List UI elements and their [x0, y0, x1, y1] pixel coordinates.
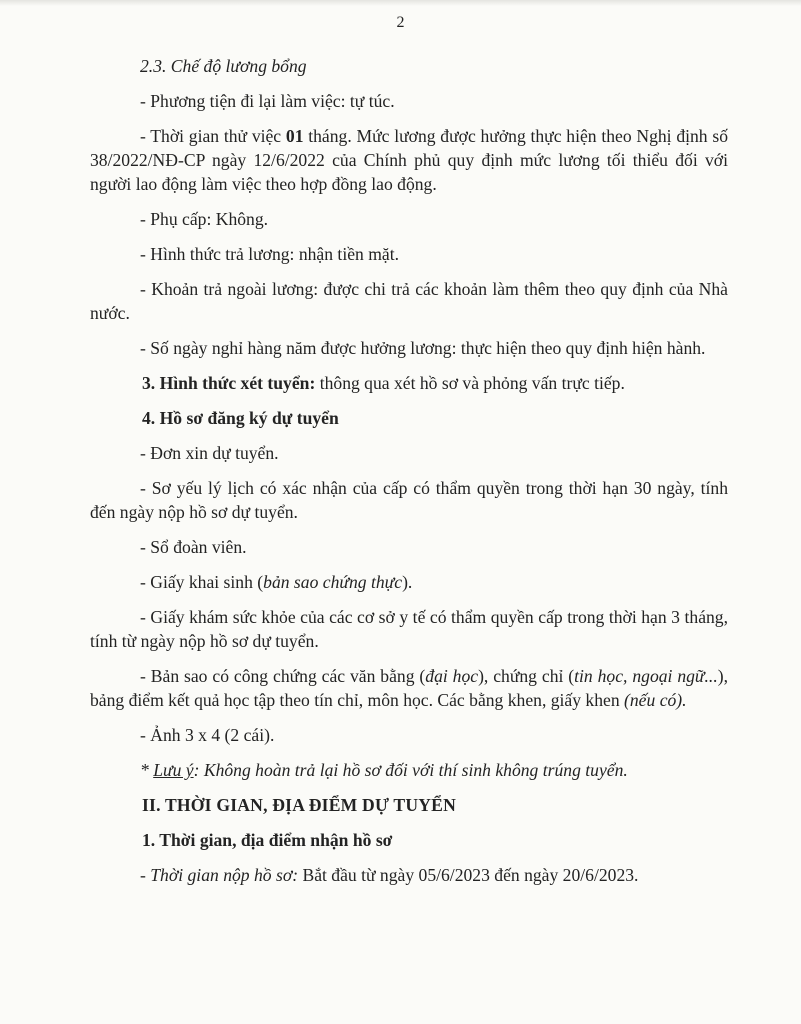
section-ii-1-title: 1. Thời gian, địa điểm nhận hồ sơ	[142, 830, 393, 850]
paragraph-union-book: - Sổ đoàn viên.	[140, 537, 247, 557]
paragraph-annual-leave: - Số ngày nghỉ hàng năm được hưởng lương: thực hiện theo quy định hiện hành.	[140, 338, 706, 358]
note: * Lưu ý: Không hoàn trả lại hồ sơ đối với thí sinh không trúng tuyển.	[140, 760, 628, 780]
paragraph-submission-time: - Thời gian nộp hồ sơ: Bắt đầu từ ngày 05/6/2023 đến ngày 20/6/2023.	[140, 865, 639, 885]
paragraph-allowance: - Phụ cấp: Không.	[140, 209, 269, 229]
paragraph-health-certificate: - Giấy khám sức khỏe của các cơ sở y tế có thẩm quyền cấp trong thời hạn 3 tháng, tính từ ngày nộp hồ sơ dự tuyển.	[90, 607, 728, 651]
page-number: 2	[396, 14, 405, 31]
paragraph-transport: - Phương tiện đi lại làm việc: tự túc.	[140, 91, 395, 111]
paragraph-birth-certificate: - Giấy khai sinh (bản sao chứng thực).	[140, 572, 413, 592]
section-4-title: 4. Hồ sơ đăng ký dự tuyển	[142, 408, 339, 428]
scan-edge	[0, 0, 801, 6]
section-3: 3. Hình thức xét tuyển: thông qua xét hồ sơ và phỏng vấn trực tiếp.	[142, 373, 625, 393]
paragraph-extra-pay: - Khoản trả ngoài lương: được chi trả các khoản làm thêm theo quy định của Nhà nước.	[90, 279, 728, 323]
paragraph-application-form: - Đơn xin dự tuyển.	[140, 443, 279, 463]
paragraph-cv: - Sơ yếu lý lịch có xác nhận của cấp có thẩm quyền trong thời hạn 30 ngày, tính đến ngày nộp hồ sơ dự tuyển.	[90, 478, 728, 522]
paragraph-payment: - Hình thức trả lương: nhận tiền mặt.	[140, 244, 399, 264]
paragraph-probation: - Thời gian thử việc 01 tháng. Mức lương được hưởng thực hiện theo Nghị định số 38/2022/NĐ-CP ngày 12/6/2022 của Chính phủ quy định mức lương tối thiểu đối với người lao động làm việc theo hợp đồng lao động.	[90, 126, 729, 194]
section-ii-title: II. THỜI GIAN, ĐỊA ĐIỂM DỰ TUYỂN	[142, 795, 457, 815]
section-2-3-title: 2.3. Chế độ lương bổng	[140, 56, 307, 76]
paragraph-photo: - Ảnh 3 x 4 (2 cái).	[140, 725, 275, 745]
paragraph-degree-copies: - Bản sao có công chứng các văn bằng (đại học), chứng chỉ (tin học, ngoại ngữ...), bảng điểm kết quả học tập theo tín chỉ, môn học. Các bằng khen, giấy khen (nếu có).	[90, 666, 728, 710]
document-body	[90, 54, 728, 887]
